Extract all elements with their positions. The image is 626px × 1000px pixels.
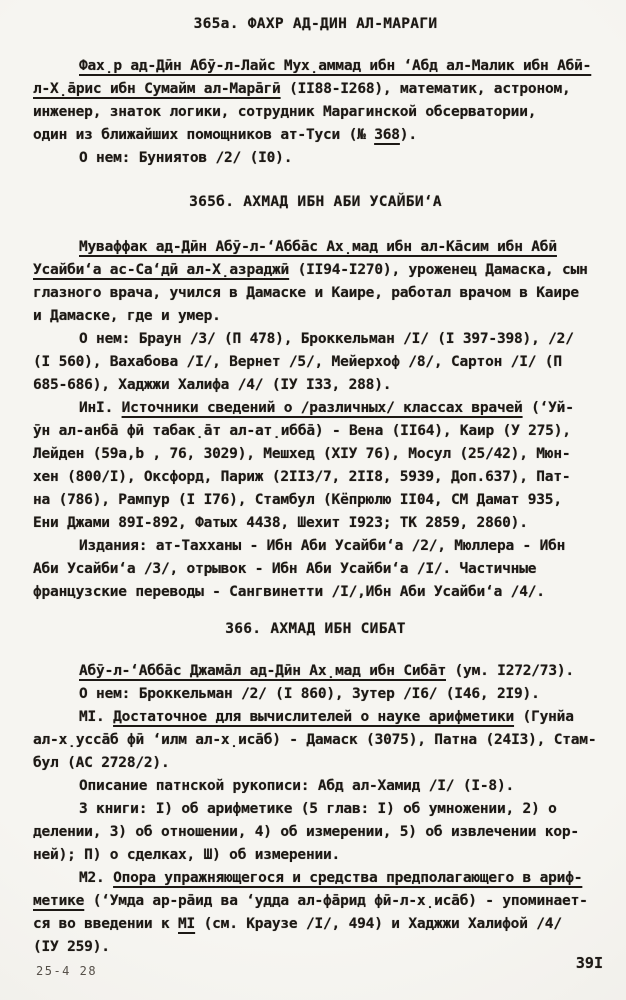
paragraph: [33, 867, 598, 959]
text-line: [33, 729, 598, 752]
underlined-text: л-Х̣а̄рис ибн Сумайм ал-Мара̄гӣ: [33, 81, 281, 97]
text-segment: О нем: Броккельман /2/ (I 860), Зутер /I6/ (I46, 2I9).: [79, 686, 540, 702]
text-segment: ИнI.: [79, 400, 122, 416]
text-segment: О нем: Браун /3/ (П 478), Броккельман /I/ (I 397-398), /2/: [79, 331, 574, 347]
section-heading: 365б. АХМАД ИБН АБИ УСАЙБИ‘А: [189, 194, 442, 210]
page-number: 39I: [575, 954, 603, 972]
paragraph: [33, 397, 598, 535]
text-segment: ).: [399, 127, 417, 143]
text-line: [33, 236, 598, 259]
text-line: [33, 328, 598, 351]
underlined-text: Фах̣р ад-Дӣн Абӯ-л-Лайс Мух̣аммад ибн ‘Абд ал-Малик ибн Абӣ-: [79, 58, 592, 74]
text-segment: и Дамаске, где и умер.: [33, 308, 221, 324]
entry-section: [33, 191, 598, 604]
text-segment: Лейден (59а,b , 76, 3029), Мешхед (ХIУ 76), Мосул (25/42), Мюн-: [33, 446, 571, 462]
text-line: [33, 305, 598, 328]
section-heading: 365а. ФАХР АД-ДИН АЛ-МАРАГИ: [193, 16, 438, 32]
text-segment: бул (АС 2728/2).: [33, 755, 170, 771]
text-line: [33, 775, 598, 798]
text-segment: 3 книги: I) об арифметике (5 глав: I) об умножении, 2) о: [79, 801, 557, 817]
text-line: [33, 752, 598, 775]
underlined-text: МI: [178, 916, 196, 932]
underlined-text: метике: [33, 893, 85, 909]
text-segment: Описание патнской рукописи: Абд ал-Хамид /I/ (I-8).: [79, 778, 515, 794]
entry-section: [33, 618, 598, 959]
text-line: [33, 581, 598, 604]
entry-section: [33, 13, 598, 170]
text-line: [33, 558, 598, 581]
text-line: [33, 660, 598, 683]
document-body: [33, 13, 598, 959]
text-line: [33, 282, 598, 305]
text-line: [33, 351, 598, 374]
text-line: [33, 798, 598, 821]
text-segment: (II94-I270), уроженец Дамаска, сын: [289, 262, 588, 278]
paragraph: [33, 775, 598, 798]
text-segment: Издания: ат-Тахханы - Ибн Аби Усайби‘а /2/, Мюллера - Ибн: [79, 538, 566, 554]
text-segment: делении, 3) об отношении, 4) об измерении, 5) об извлечении кор-: [33, 824, 579, 840]
text-segment: М2.: [79, 870, 114, 886]
text-line: [33, 78, 598, 101]
text-line: [33, 706, 598, 729]
text-segment: МI.: [79, 709, 114, 725]
underlined-text: Усайби‘а ас-Са‘дӣ ал-Х̣азраджӣ: [33, 262, 290, 278]
text-line: [33, 683, 598, 706]
text-line: [33, 374, 598, 397]
text-segment: ал-х̣усса̄б фӣ ‘илм ал-х̣иса̄б) - Дамаск (3075), Патна (24I3), Стам-: [33, 732, 597, 748]
text-line: [33, 147, 598, 170]
text-line: [33, 397, 598, 420]
text-segment: (I 560), Вахабова /I/, Вернет /5/, Мейерхоф /8/, Сартон /I/ (П: [33, 354, 562, 370]
text-line: [33, 55, 598, 78]
paragraph: [33, 236, 598, 328]
text-line: [33, 890, 598, 913]
text-line: [33, 913, 598, 936]
text-segment: Ени Джами 89I-892, Фатых 4438, Шехит I923; ТК 2859, 2860).: [33, 515, 528, 531]
text-segment: ся во введении к: [33, 916, 179, 932]
text-segment: 685-686), Хаджжи Халифа /4/ (IУ I33, 288).: [33, 377, 392, 393]
text-segment: инженер, знаток логики, сотрудник Марагинской обсерватории,: [33, 104, 537, 120]
text-line: [33, 535, 598, 558]
text-segment: на (786), Рампур (I I76), Стамбул (Кёпрюлю II04, СМ Дамат 935,: [33, 492, 562, 508]
text-segment: хен (800/I), Оксфорд, Париж (2II3/7, 2II8, 5939, Доп.637), Пат-: [33, 469, 571, 485]
underlined-text: Муваффак ад-Дӣн Абӯ-л-‘Абба̄с Ах̣мад ибн ал-Ка̄сим ибн Абӣ: [79, 239, 557, 255]
text-line: [33, 259, 598, 282]
text-line: [33, 443, 598, 466]
text-segment: (см. Краузе /I/, 494) и Хаджжи Халифой /4/: [195, 916, 562, 932]
text-line: [33, 466, 598, 489]
print-signature: 25-4 28: [36, 964, 98, 978]
text-segment: О нем: Буниятов /2/ (I0).: [79, 150, 293, 166]
paragraph: [33, 798, 598, 867]
text-line: [33, 124, 598, 147]
underlined-text: Источники сведений о /различных/ классах врачей: [121, 400, 523, 416]
paragraph: [33, 683, 598, 706]
text-line: [33, 420, 598, 443]
text-line: [33, 489, 598, 512]
text-line: [33, 936, 598, 959]
text-segment: (IУ 259).: [33, 939, 110, 955]
text-line: [33, 512, 598, 535]
text-segment: один из ближайших помощников ат-Туси (№: [33, 127, 375, 143]
underlined-text: 368: [374, 127, 400, 143]
text-segment: (II88-I268), математик, астроном,: [280, 81, 571, 97]
underlined-text: Абӯ-л-‘Абба̄с Джама̄л ад-Дӣн Ах̣мад ибн Сиба̄т: [79, 663, 446, 679]
text-segment: глазного врача, учился в Дамаске и Каире, работал врачом в Каире: [33, 285, 579, 301]
paragraph: [33, 706, 598, 775]
paragraph: [33, 55, 598, 147]
paragraph: [33, 660, 598, 683]
underlined-text: Опора упражняющегося и средства предполагающего в ариф-: [113, 870, 583, 886]
text-segment: Аби Усайби‘а /3/, отрывок - Ибн Аби Усайби‘а /I/. Частичные: [33, 561, 537, 577]
text-segment: французские переводы - Сангвинетти /I/,Ибн Аби Усайби‘а /4/.: [33, 584, 545, 600]
text-line: [33, 844, 598, 867]
text-segment: ней); П) о сделках, Ш) об измерении.: [33, 847, 341, 863]
paragraph: [33, 147, 598, 170]
paragraph: [33, 328, 598, 397]
text-line: [33, 867, 598, 890]
text-segment: (Гунйа: [514, 709, 574, 725]
text-segment: (‘Уй-: [522, 400, 574, 416]
text-segment: ӯн ал-анба̄ фӣ табак̣а̄т ал-ат̣ибба̄) - Вена (II64), Каир (У 275),: [33, 423, 571, 439]
paragraph: [33, 535, 598, 604]
text-segment: (‘Умда ар-ра̄ид ва ‘удда ал-фа̄рид фӣ-л-х̣иса̄б) - упоминает-: [84, 893, 588, 909]
section-heading: 366. АХМАД ИБН СИБАТ: [225, 621, 406, 637]
text-line: [33, 821, 598, 844]
text-line: [33, 101, 598, 124]
text-segment: (ум. I272/73).: [445, 663, 574, 679]
underlined-text: Достаточное для вычислителей о науке арифметики: [113, 709, 515, 725]
